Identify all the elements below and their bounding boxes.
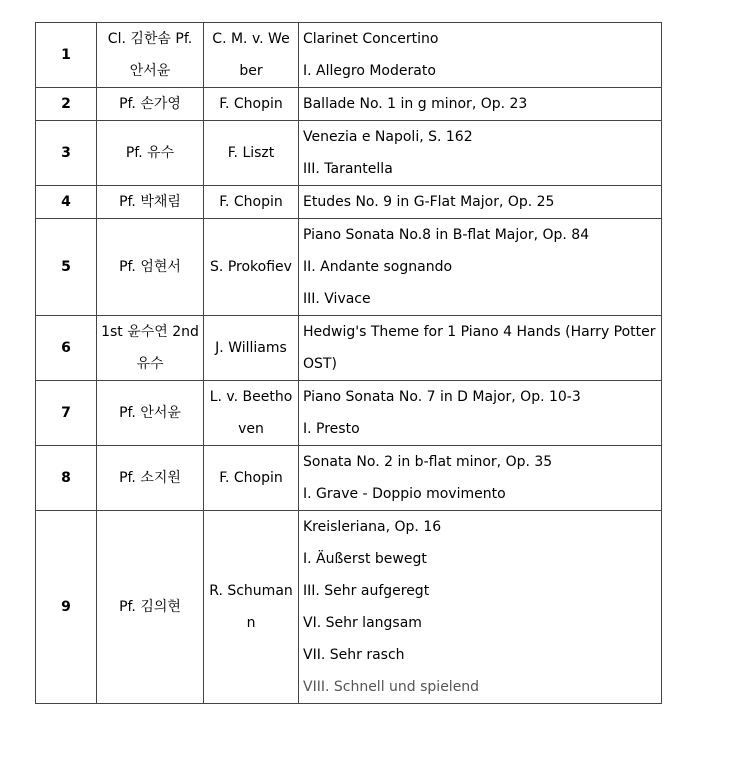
piece-cell (299, 446, 662, 511)
composer-cell: F. Chopin (204, 88, 299, 121)
piece-cell (299, 88, 662, 121)
piece-line: Ballade No. 1 in g minor, Op. 23 (303, 96, 528, 112)
piece-cell (299, 511, 662, 704)
row-number: 4 (36, 186, 97, 219)
composer-cell: F. Chopin (204, 186, 299, 219)
table-row (36, 316, 662, 381)
piece-line: III. Tarantella (303, 161, 393, 177)
composer-cell: L. v. Beethoven (204, 381, 299, 446)
piece-line: VII. Sehr rasch (303, 647, 405, 663)
piece-cell (299, 316, 662, 381)
piece-line: Clarinet Concertino (303, 31, 439, 47)
row-number: 7 (36, 381, 97, 446)
performer-cell: Pf. 손가영 (97, 88, 204, 121)
row-number: 8 (36, 446, 97, 511)
composer-cell: F. Liszt (204, 121, 299, 186)
performer-cell: Pf. 엄현서 (97, 219, 204, 316)
piece-line: Piano Sonata No.8 in B-flat Major, Op. 84 (303, 227, 590, 243)
composer-cell: C. M. v. Weber (204, 23, 299, 88)
composer-cell: J. Williams (204, 316, 299, 381)
piece-line: Piano Sonata No. 7 in D Major, Op. 10-3 (303, 389, 581, 405)
performer-cell: Pf. 안서윤 (97, 381, 204, 446)
row-number: 5 (36, 219, 97, 316)
piece-line: VI. Sehr langsam (303, 615, 422, 631)
row-number: 9 (36, 511, 97, 704)
piece-cell (299, 219, 662, 316)
row-number: 3 (36, 121, 97, 186)
performer-cell: Pf. 김의현 (97, 511, 204, 704)
piece-cell (299, 121, 662, 186)
row-number: 6 (36, 316, 97, 381)
piece-cell (299, 186, 662, 219)
performer-cell: 1st 윤수연 2nd 유수 (97, 316, 204, 381)
piece-cell (299, 381, 662, 446)
piece-line: VIII. Schnell und spielend (303, 679, 480, 695)
table-row (36, 186, 662, 219)
row-number: 1 (36, 23, 97, 88)
piece-line: Kreisleriana, Op. 16 (303, 519, 442, 535)
table-row (36, 381, 662, 446)
piece-line: II. Andante sognando (303, 259, 453, 275)
table-row (36, 219, 662, 316)
piece-line: Sonata No. 2 in b-flat minor, Op. 35 (303, 454, 553, 470)
piece-cell (299, 23, 662, 88)
composer-cell: S. Prokofiev (204, 219, 299, 316)
row-number: 2 (36, 88, 97, 121)
program-table-body (36, 23, 662, 704)
performer-cell: Pf. 유수 (97, 121, 204, 186)
performer-cell: Cl. 김한솜 Pf. 안서윤 (97, 23, 204, 88)
table-row (36, 511, 662, 704)
piece-line: III. Sehr aufgeregt (303, 583, 430, 599)
performer-cell: Pf. 박채림 (97, 186, 204, 219)
table-row (36, 121, 662, 186)
piece-line: I. Äußerst bewegt (303, 551, 427, 567)
piece-line: Venezia e Napoli, S. 162 (303, 129, 473, 145)
composer-cell: R. Schumann (204, 511, 299, 704)
piece-line: Hedwig's Theme for 1 Piano 4 Hands (Harry Potter OST) (303, 324, 656, 372)
table-row (36, 23, 662, 88)
piece-line: Etudes No. 9 in G-Flat Major, Op. 25 (303, 194, 555, 210)
table-row (36, 88, 662, 121)
table-row (36, 446, 662, 511)
piece-line: III. Vivace (303, 291, 371, 307)
program-table (35, 22, 662, 704)
composer-cell: F. Chopin (204, 446, 299, 511)
performer-cell: Pf. 소지원 (97, 446, 204, 511)
piece-line: I. Presto (303, 421, 360, 437)
piece-line: I. Allegro Moderato (303, 63, 436, 79)
piece-line: I. Grave - Doppio movimento (303, 486, 506, 502)
